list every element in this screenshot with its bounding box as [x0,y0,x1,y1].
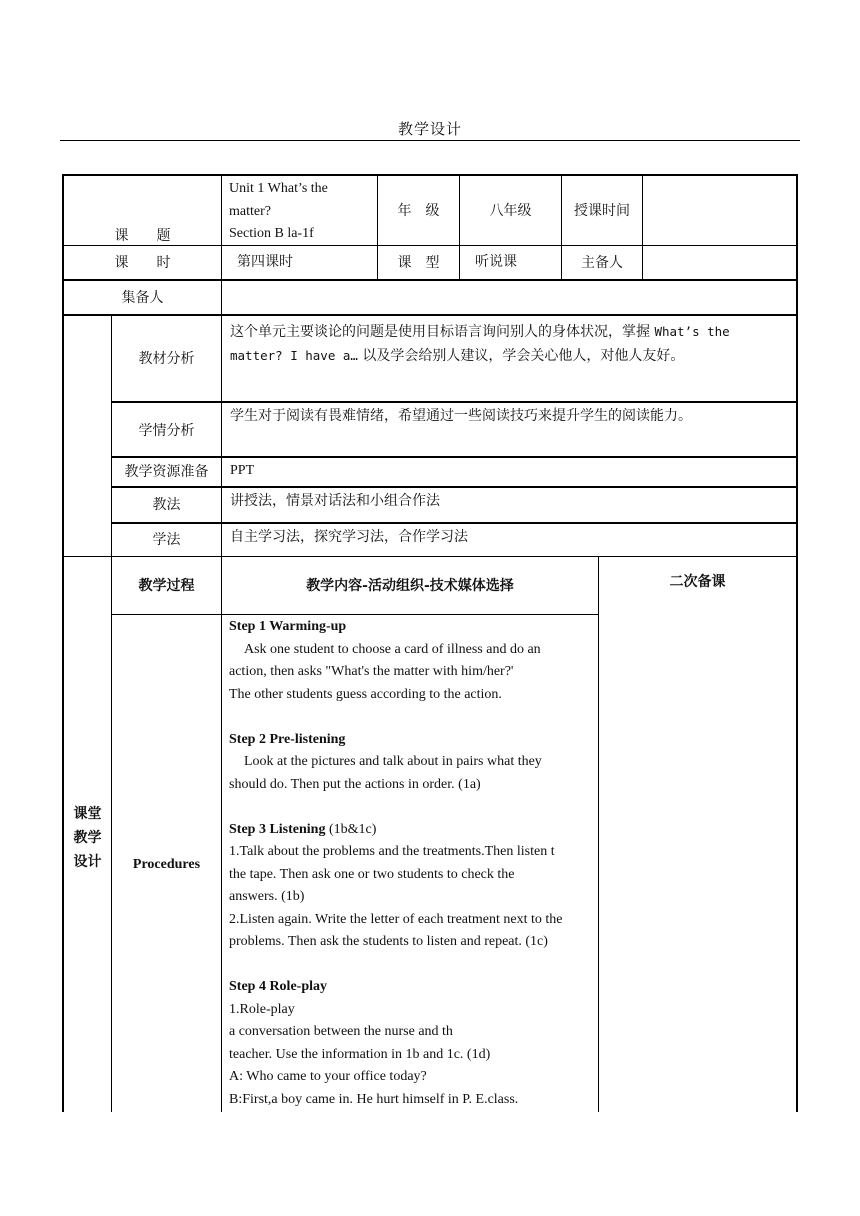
student-analysis-text: 学生对于阅读有畏难情绪，希望通过一些阅读技巧来提升学生的阅读能力。 [230,408,692,424]
step-3-line-3: answers. (1b) [229,889,305,904]
lesson-type-label: 课 型 [397,254,440,271]
step-3-heading [229,819,597,842]
step-2-title: Step 2 Pre-listening [229,731,346,747]
resource-text: PPT [230,463,255,478]
step-4-line-3: teacher. Use the information in 1b and 1c. (1d) [229,1046,491,1062]
step-1-line-1: Ask one student to choose a card of illness and do an [244,641,541,657]
step-2-line-1: Look at the pictures and talk about in pairs what they [244,754,542,769]
step-3-suffix: (1b&1c) [325,821,377,837]
content-header: 教学内容-活动组织-技术媒体选择 [306,577,514,594]
step-1-line-3: The other students guess according to the action. [229,686,502,702]
material-line2-en: matter? I have a… [230,348,358,363]
second-preparation-header: 二次备课 [669,574,726,590]
step-3-title: Step 3 Listening [229,821,326,837]
material-line1-cn: 这个单元主要谈论的问题是使用目标语言询问别人的身体状况，掌握 [230,324,655,340]
step-4-line-4: A: Who came to your office today? [229,1069,427,1084]
classroom-design-line-2: 教学 [73,830,102,846]
topic-value-line-2: matter? [229,203,271,219]
topic-label: 课 题 [114,228,171,244]
step-3-line-2: the tape. Then ask one or two students to check the [229,866,515,882]
process-header: 教学过程 [138,577,195,594]
topic-value-line-1: Unit 1 What’s the [229,181,328,196]
step-4-line-2: a conversation between the nurse and th [229,1024,453,1039]
topic-value-line-3: Section B la-1f [229,226,314,241]
student-analysis-label: 学情分析 [138,423,195,439]
classroom-design-line-3: 设计 [73,854,102,870]
step-2-line-2: should do. Then put the actions in order. (1a) [229,776,481,792]
step-3-line-1: 1.Talk about the problems and the treatments.Then listen t [229,844,555,859]
procedures-content [229,616,597,1111]
lesson-type-value: 听说课 [475,254,517,270]
material-line1-en: What’s the [654,324,730,339]
learning-method-label: 学法 [152,532,181,548]
learning-method-text: 自主学习法，探究学习法，合作学习法 [230,529,468,545]
step-1-title: Step 1 Warming-up [229,619,347,634]
classroom-design-line-1: 课堂 [73,806,102,822]
step-4-line-5: B:First,a boy came in. He hurt himself in P. E.class. [229,1091,519,1107]
class-time-value [643,176,796,245]
topic-value [229,178,377,246]
step-4-title: Step 4 Role-play [229,979,327,994]
period-label: 课 时 [114,254,171,271]
teaching-method-label: 教法 [152,497,181,513]
step-3-line-5: problems. Then ask the students to listen and repeat. (1c) [229,934,548,949]
teaching-method-text: 讲授法，情景对话法和小组合作法 [230,493,440,509]
step-4-line-1: 1.Role-play [229,1001,295,1017]
preparer-label: 主备人 [581,254,623,271]
period-value: 第四课时 [237,254,293,270]
page-header-title: 教学设计 [397,120,462,138]
group-preparer-label: 集备人 [121,289,164,306]
procedures-label: Procedures [132,857,201,872]
material-line2-cn: 以及学会给别人建议，学会关心他人，对他人友好。 [357,348,685,364]
material-analysis-text [230,320,792,368]
classroom-design-label [64,802,111,874]
header-rule [60,140,800,141]
material-analysis-label: 教材分析 [138,350,195,367]
step-3-line-4: 2.Listen again. Write the letter of each treatment next to the [229,911,563,927]
resource-label: 教学资源准备 [124,464,209,480]
step-1-line-2: action, then asks "What's the matter with him/her?' [229,664,514,679]
preparer-value [643,246,796,279]
grade-value: 八年级 [489,202,532,219]
class-time-label: 授课时间 [574,202,630,219]
grade-label: 年 级 [397,202,440,219]
